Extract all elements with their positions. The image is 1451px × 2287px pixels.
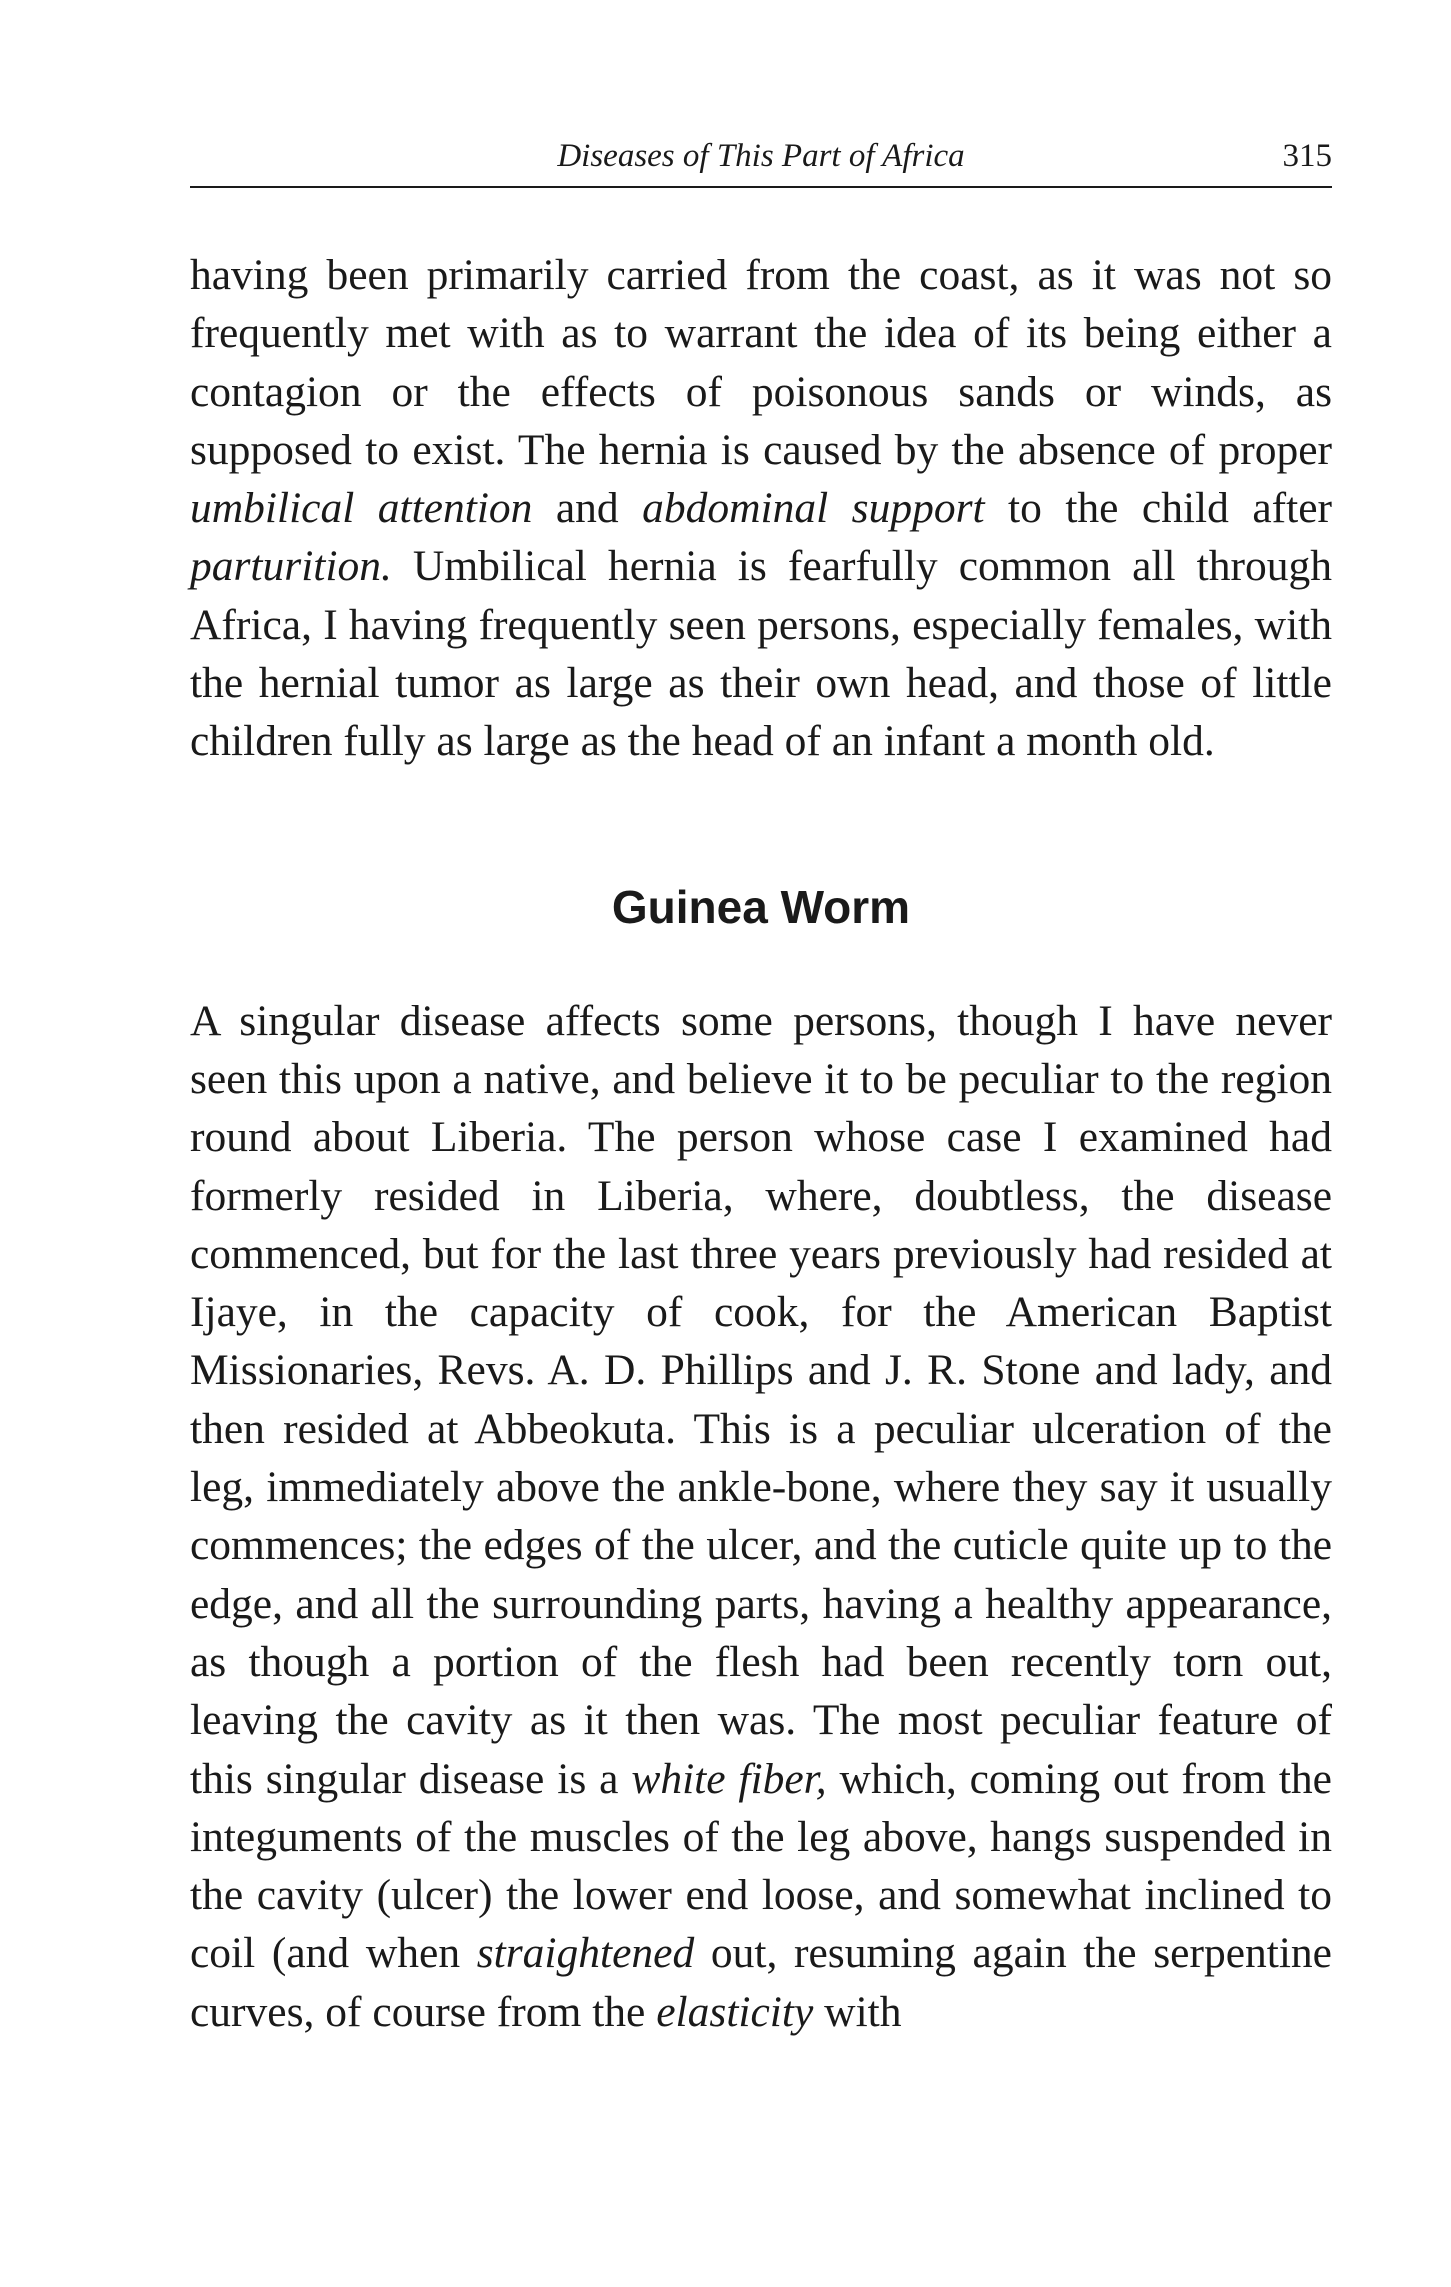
text-run: A singular disease affects some persons, though I have never seen this upon a native, and believe it to be peculiar to the region round about Liberia. The person whose case I examined had formerly resided in Liberia, where, doubtless, the disease commenced, but for the last three years previously had resided at Ijaye, in the capacity of cook, for the American Baptist Missionaries, Revs. A. D. Phillips and J. R. Stone and lady, and then resided at Abbeokuta. This is a peculiar ulceration of the leg, immediately above the ankle-bone, where they say it usually commences; the edges of the ulcer, and the cuticle quite up to the edge, and all the surrounding parts, having a healthy appearance, as though a portion of the flesh had been recently torn out, leaving the cavity as it then was. The most peculiar feature of this singular disease is a [190,996,1332,1803]
text-run: Umbilical hernia is fearfully common all through Africa, I having frequently seen persons, especially females, with the hernial tumor as large as their own head, and those of little children fully as large as the head of an infant a month old. [190,542,1332,766]
book-page [190,130,1332,2041]
italic-run: white fiber, [631,1754,827,1803]
text-run: and [532,484,643,533]
text-run: having been primarily carried from the coast, as it was not so frequently met with as to warrant the idea of its being either a contagion or the effects of poisonous sands or winds, as supposed to exist. The hernia is caused by the absence of proper [190,251,1332,474]
text-run: which, coming out from the integuments of the muscles of the leg above, hangs suspended in the cavity (ulcer) the lower end loose, and somewhat inclined to coil (and when [190,1754,1332,1978]
italic-run: straightened [476,1929,695,1978]
italic-run: umbilical attention [190,484,533,533]
text-run: to the child after [984,484,1333,533]
body-paragraph-1 [190,246,1332,771]
italic-run: elasticity [656,1987,814,2036]
italic-run: abdominal support [642,484,985,533]
text-run: out, resuming again the serpentine curves, of course from the [190,1929,1332,2036]
page-number: 315 [1282,138,1332,174]
text-run: with [813,1987,902,2036]
italic-run: parturition. [190,542,392,591]
body-paragraph-2 [190,992,1332,2041]
running-head [190,130,1332,188]
running-title: Diseases of This Part of Africa [557,138,965,174]
section-heading: Guinea Worm [611,880,911,933]
